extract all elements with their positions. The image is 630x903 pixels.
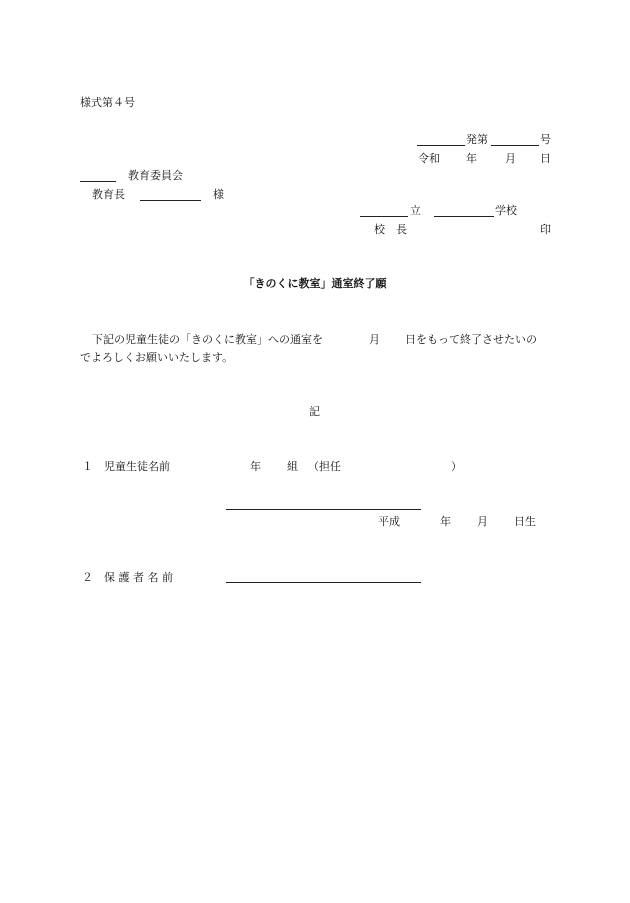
school-label: 学校	[495, 204, 517, 217]
municipality-field[interactable]	[360, 216, 408, 217]
ki-label: 記	[309, 405, 320, 418]
date-month-label: 月	[505, 152, 516, 165]
seal-label: 印	[540, 223, 551, 236]
body-line1-part2: 日をもって終了させたいの	[405, 333, 537, 346]
issue-label: 発第	[466, 133, 488, 146]
date-year-label: 年	[466, 152, 477, 165]
issue-prefix-field[interactable]	[417, 145, 465, 146]
board-name-field[interactable]	[80, 181, 116, 182]
birth-year-label: 年	[440, 515, 451, 528]
body-month-label: 月	[369, 333, 380, 346]
item1-label: 児童生徒名前	[104, 460, 170, 473]
body-line2: でよろしくお願いいたします。	[80, 351, 234, 364]
document-title: 「きのくに教室」通室終了願	[243, 277, 387, 290]
grade-label: 年	[250, 460, 261, 473]
birth-month-label: 月	[477, 515, 488, 528]
birth-day-label: 日生	[514, 515, 536, 528]
established-label: 立	[410, 204, 421, 217]
school-name-field[interactable]	[434, 216, 494, 217]
date-day-label: 日	[540, 152, 551, 165]
superintendent-label: 教育長	[92, 188, 125, 201]
item2-label: 保 護 者 名 前	[104, 571, 173, 584]
birth-era: 平成	[378, 515, 400, 528]
student-name-field[interactable]	[226, 509, 421, 510]
class-label: 組	[287, 460, 298, 473]
item2-number: ２	[82, 571, 93, 584]
principal-label: 校 長	[374, 223, 407, 236]
superintendent-name-field[interactable]	[140, 200, 201, 201]
body-line1-part1: 下記の児童生徒の「きのくに教室」への通室を	[92, 333, 323, 346]
teacher-close: ）	[451, 460, 462, 473]
issue-number-field[interactable]	[491, 145, 539, 146]
date-era: 令和	[418, 152, 440, 165]
teacher-open: （担任	[308, 460, 341, 473]
item1-number: １	[82, 460, 93, 473]
board-label: 教育委員会	[128, 169, 183, 182]
number-suffix: 号	[540, 133, 551, 146]
guardian-name-field[interactable]	[226, 582, 421, 583]
form-number: 様式第４号	[80, 96, 135, 109]
honorific: 様	[213, 188, 224, 201]
